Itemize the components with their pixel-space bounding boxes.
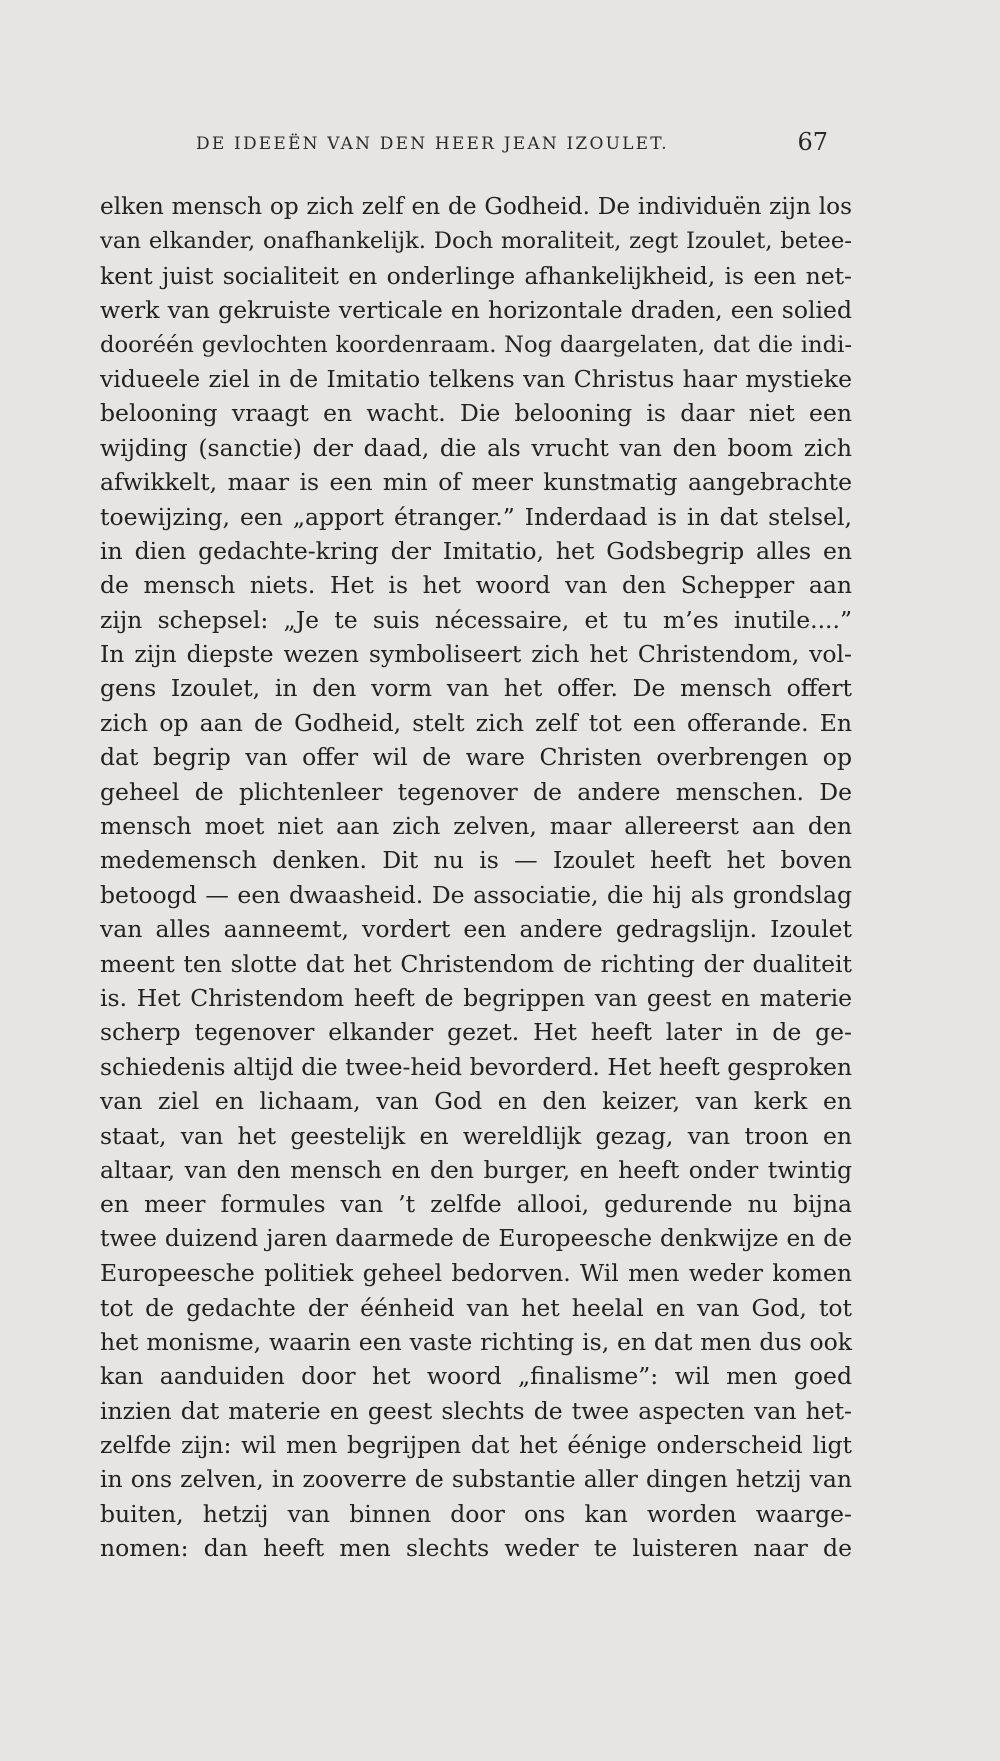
text-line: zijn schepsel: „Je te suis nécessaire, et tu m’es inutile....” <box>100 605 852 634</box>
text-line: van ziel en lichaam, van God en den keizer, van kerk en <box>100 1087 852 1116</box>
text-line: zelfde zijn: wil men begrijpen dat het éénige onderscheid ligt <box>100 1431 852 1460</box>
text-line: mensch moet niet aan zich zelven, maar allereerst aan den <box>100 812 852 841</box>
text-line: altaar, van den mensch en den burger, en heeft onder twintig <box>100 1155 852 1184</box>
text-line: betoogd — een dwaasheid. De associatie, die hij als grondslag <box>100 880 852 909</box>
text-line: van alles aanneemt, vordert een andere gedragslijn. Izoulet <box>100 915 852 944</box>
text-line: dooréén gevlochten koordenraam. Nog daargelaten, dat die indi- <box>100 331 852 358</box>
text-line: inzien dat materie en geest slechts de twee aspecten van het- <box>100 1396 852 1425</box>
text-line: zich op aan de Godheid, stelt zich zelf tot een offerande. En <box>100 708 852 737</box>
text-line: elken mensch op zich zelf en de Godheid. De individuën zijn los <box>100 193 852 220</box>
text-line: tot de gedachte der éénheid van het heelal en van God, tot <box>100 1293 852 1322</box>
text-line: Europeesche politiek geheel bedorven. Wil men weder komen <box>100 1259 852 1288</box>
page-number: 67 <box>797 128 828 156</box>
text-line: meent ten slotte dat het Christendom de richting der dualiteit <box>100 949 852 978</box>
text-line: afwikkelt, maar is een min of meer kunstmatig aangebrachte <box>100 468 852 497</box>
text-line: twee duizend jaren daarmede de Europeesche denkwijze en de <box>100 1224 852 1252</box>
text-line: het monisme, waarin een vaste richting is, en dat men dus ook <box>100 1327 852 1356</box>
text-line: scherp tegenover elkander gezet. Het heeft later in de ge- <box>100 1018 852 1047</box>
text-line: nomen: dan heeft men slechts weder te luisteren naar de <box>100 1534 852 1563</box>
text-line: In zijn diepste wezen symboliseert zich het Christendom, vol- <box>100 640 852 669</box>
text-line: staat, van het geestelijk en wereldlijk gezag, van troon en <box>100 1121 852 1150</box>
text-line: wijding (sanctie) der daad, die als vrucht van den boom zich <box>100 433 852 462</box>
text-line: vidueele ziel in de Imitatio telkens van Christus haar mystieke <box>100 364 852 393</box>
text-line: gens Izoulet, in den vorm van het offer. De mensch offert <box>100 674 852 703</box>
text-line: en meer formules van ’t zelfde allooi, gedurende nu bijna <box>100 1190 852 1219</box>
text-line: van elkander, onafhankelijk. Doch moraliteit, zegt Izoulet, betee- <box>100 228 852 255</box>
text-line: kan aanduiden door het woord „finalisme”: wil men goed <box>100 1362 852 1391</box>
text-line: schiedenis altijd die twee-heid bevorderd. Het heeft gesproken <box>100 1052 852 1081</box>
text-line: dat begrip van offer wil de ware Christen overbrengen op <box>100 743 852 772</box>
text-line: in dien gedachte-kring der Imitatio, het Godsbegrip alles en <box>100 536 852 565</box>
running-title: DE IDEEËN VAN DEN HEER JEAN IZOULET. <box>196 134 669 154</box>
text-line: belooning vraagt en wacht. Die belooning is daar niet een <box>100 399 852 428</box>
text-line: buiten, hetzij van binnen door ons kan worden waarge- <box>100 1499 852 1528</box>
text-line: kent juist socialiteit en onderlinge afhankelijkheid, is een net- <box>100 261 852 290</box>
body-text <box>100 190 852 1566</box>
text-line: in ons zelven, in zooverre de substantie aller dingen hetzij van <box>100 1465 852 1494</box>
page-header <box>104 128 828 168</box>
text-line: werk van gekruiste verticale en horizontale draden, een solied <box>100 296 852 325</box>
text-line: toewijzing, een „apport étranger.” Inderdaad is in dat stelsel, <box>100 502 852 531</box>
text-line: de mensch niets. Het is het woord van den Schepper aan <box>100 571 852 600</box>
text-line: is. Het Christendom heeft de begrippen van geest en materie <box>100 983 852 1012</box>
text-line: medemensch denken. Dit nu is — Izoulet heeft het boven <box>100 846 852 875</box>
text-line: geheel de plichtenleer tegenover de andere menschen. De <box>100 777 852 806</box>
